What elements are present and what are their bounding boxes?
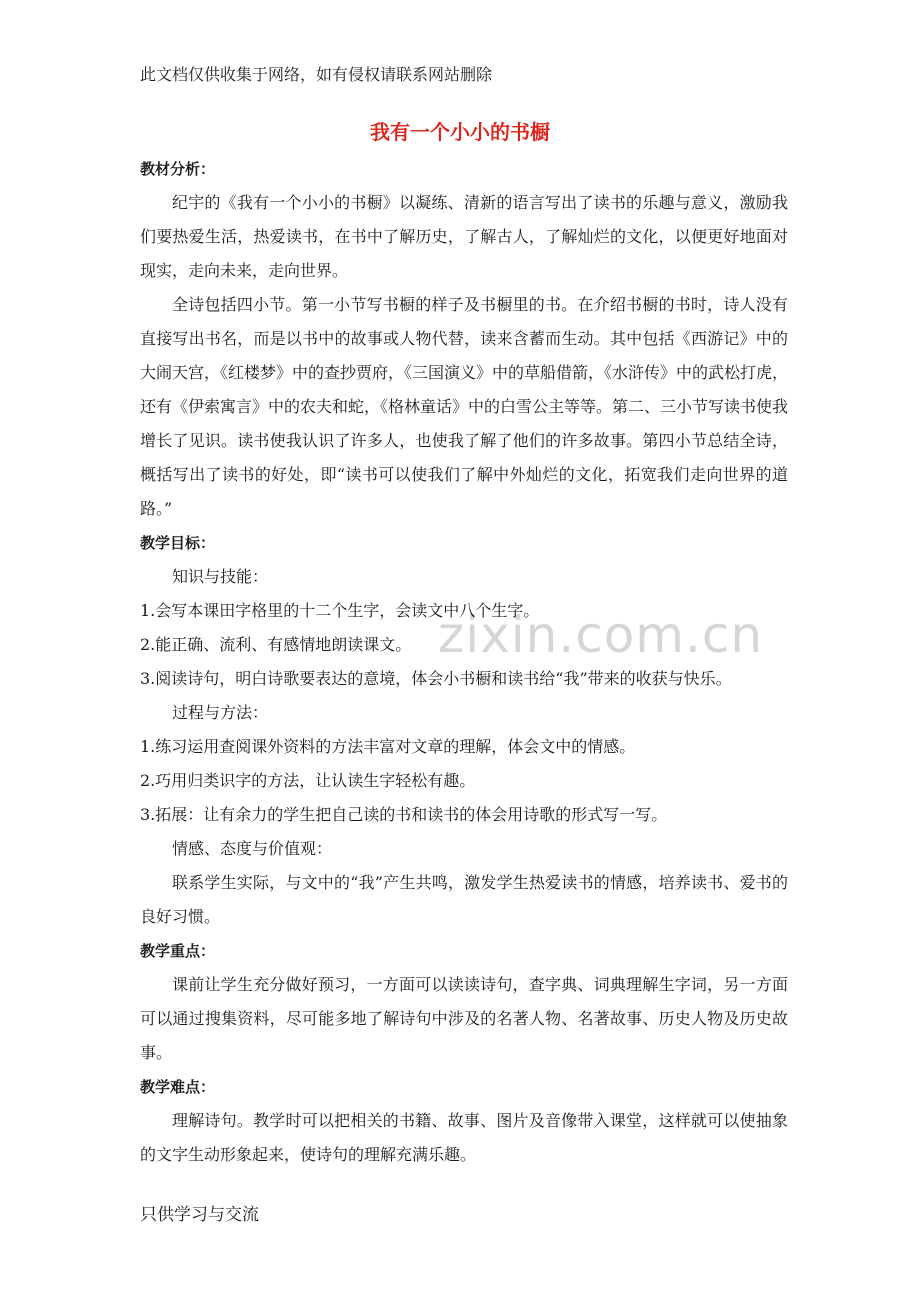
analysis-paragraph-2: 全诗包括四小节。第一小节写书橱的样子及书橱里的书。在介绍书橱的书时，诗人没有直接写出书名，而是以书中的故事或人物代替，读来含蓄而生动。其中包括《西游记》中的大闹天宫，《红楼梦》中的查抄贾府，《三国演义》中的草船借箭，《水浒传》中的武松打虎，还有《伊索寓言》中的农夫和蛇，《格林童话》中的白雪公主等等。第二、三小节写读书使我增长了见识。读书使我认识了许多人，也使我了解了他们的许多故事。第四小节总结全诗，概括写出了读书的好处，即“读书可以使我们了解中外灿烂的文化，拓宽我们走向世界的道路。” <box>140 295 789 518</box>
key-points-paragraph: 课前让学生充分做好预习，一方面可以读读诗句，查字典、词典理解生字词，另一方面可以通过搜集资料，尽可能多地了解诗句中涉及的名著人物、名著故事、历史人物及历史故事。 <box>140 975 788 1062</box>
goals-knowledge-label: 知识与技能： <box>172 567 269 586</box>
section-heading-key-points: 教学重点： <box>140 942 216 960</box>
document-title: 我有一个小小的书橱 <box>370 120 550 144</box>
header-disclaimer: 此文档仅供收集于网络，如有侵权请联系网站删除 <box>140 65 493 84</box>
goals-process-item-2: 2.巧用归类识字的方法，让认读生字轻松有趣。 <box>140 771 476 790</box>
document-body <box>140 152 788 1172</box>
goals-process-item-1: 1.练习运用查阅课外资料的方法丰富对文章的理解，体会文中的情感。 <box>140 737 636 756</box>
section-heading-analysis: 教材分析： <box>140 160 216 178</box>
difficulties-paragraph: 理解诗句。教学时可以把相关的书籍、故事、图片及音像带入课堂，这样就可以使抽象的文字生动形象起来，使诗句的理解充满乐趣。 <box>140 1111 788 1164</box>
goals-emotion-paragraph: 联系学生实际，与文中的“我”产生共鸣，激发学生热爱读书的情感，培养读书、爱书的良好习惯。 <box>140 873 788 926</box>
footer-note: 只供学习与交流 <box>140 1205 259 1225</box>
goals-emotion-label: 情感、态度与价值观： <box>172 839 333 858</box>
goals-process-label: 过程与方法： <box>172 703 269 722</box>
goals-knowledge-item-2: 2.能正确、流利、有感情地朗读课文。 <box>140 635 412 654</box>
watermark: zixin.com.cn <box>438 606 764 664</box>
goals-process-item-3: 3.拓展：让有余力的学生把自己读的书和读书的体会用诗歌的形式写一写。 <box>140 805 668 824</box>
goals-knowledge-item-1: 1.会写本课田字格里的十二个生字，会读文中八个生字。 <box>140 601 540 620</box>
section-heading-goals: 教学目标： <box>140 534 216 552</box>
section-heading-difficulties: 教学难点： <box>140 1078 216 1096</box>
goals-knowledge-item-3: 3.阅读诗句，明白诗歌要表达的意境，体会小书橱和读书给“我”带来的收获与快乐。 <box>140 669 732 688</box>
analysis-paragraph-1: 纪宇的《我有一个小小的书橱》以凝练、清新的语言写出了读书的乐趣与意义，激励我们要热爱生活，热爱读书，在书中了解历史，了解古人，了解灿烂的文化，以便更好地面对现实，走向未来，走向世界。 <box>140 193 788 280</box>
